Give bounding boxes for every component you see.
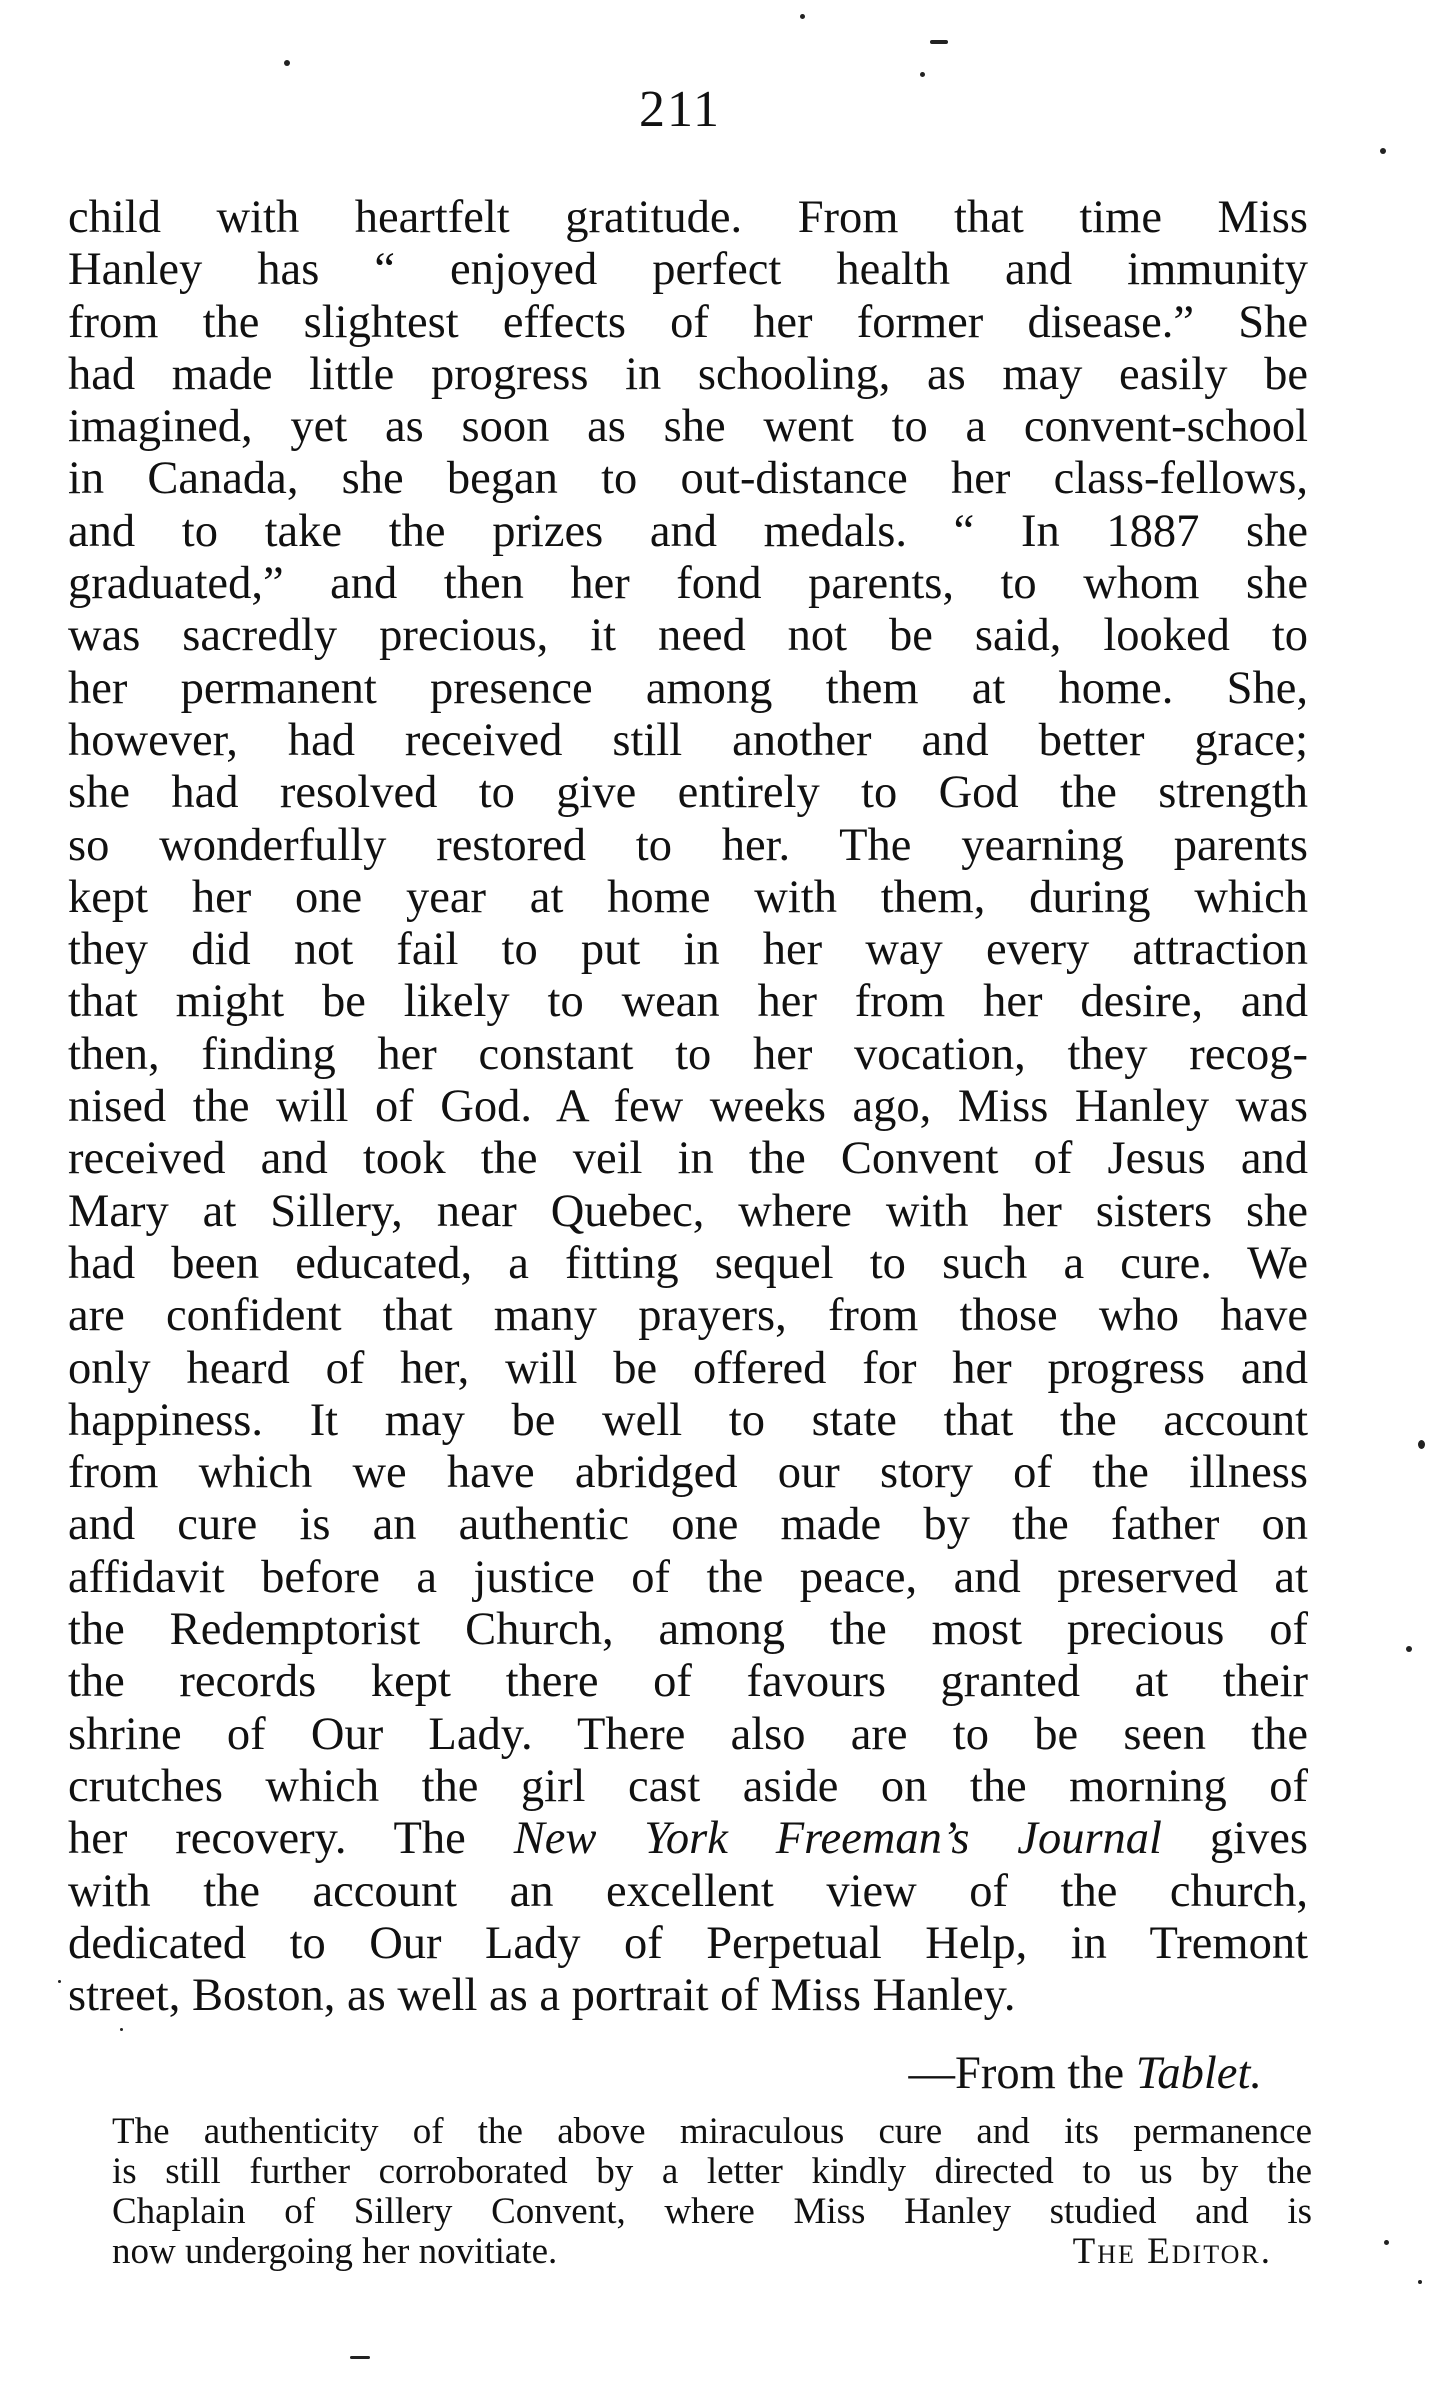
editor-note <box>112 2112 1312 2272</box>
text-line: however, had received still another and better grace; <box>68 714 1308 766</box>
text-line: are confident that many prayers, from those who have <box>68 1290 1308 1342</box>
text-line: only heard of her, will be offered for her progress and <box>68 1342 1308 1394</box>
text-line: had made little progress in schooling, as may easily be <box>68 348 1308 400</box>
text-line: child with heartfelt gratitude. From that time Miss <box>68 192 1308 243</box>
source-attribution <box>0 2048 1262 2100</box>
text-line: graduated,” and then her fond parents, to whom she <box>68 558 1308 610</box>
page-number: 211 <box>638 81 722 138</box>
scan-speck <box>1384 2240 1389 2245</box>
text-line: street, Boston, as well as a portrait of Miss Hanley. <box>68 1970 1016 2022</box>
text-line: received and took the veil in the Convent of Jesus and <box>68 1133 1308 1185</box>
text-line: and to take the prizes and medals. “ In 1887 she <box>68 505 1308 557</box>
text-line: Hanley has “ enjoyed perfect health and immunity <box>68 244 1308 296</box>
text-line: dedicated to Our Lady of Perpetual Help, in Tremont <box>68 1917 1308 1969</box>
text-line: Mary at Sillery, near Quebec, where with her sisters she <box>68 1185 1308 1237</box>
text-line: happiness. It may be well to state that the account <box>68 1394 1308 1446</box>
text-line: they did not fail to put in her way every attraction <box>68 924 1308 976</box>
note-line: The authenticity of the above miraculous cure and its permanence <box>112 2111 1312 2152</box>
scan-speck <box>930 40 948 44</box>
text-line: the records kept there of favours granted at their <box>68 1656 1308 1708</box>
text-line: so wonderfully restored to her. The yearning parents <box>68 819 1308 871</box>
text-line: from which we have abridged our story of the illness <box>68 1447 1308 1499</box>
text-line: kept her one year at home with them, during which <box>68 871 1308 923</box>
text-line: nised the will of God. A few weeks ago, Miss Hanley was <box>68 1081 1308 1133</box>
text-line: then, finding her constant to her vocation, they recog- <box>68 1028 1308 1080</box>
journal-line-before: her recovery. The <box>68 1813 514 1865</box>
text-line: from the slightest effects of her former disease.” She <box>68 296 1308 348</box>
scan-speck <box>1418 2280 1422 2284</box>
attribution-source: Tablet. <box>1135 2048 1262 2099</box>
text-line: her permanent presence among them at home. She, <box>68 662 1308 714</box>
text-line: imagined, yet as soon as she went to a convent-school <box>68 401 1308 453</box>
text-line: affidavit before a justice of the peace, and preserved at <box>68 1551 1308 1603</box>
text-line: shrine of Our Lady. There also are to be seen the <box>68 1708 1308 1760</box>
text-line: had been educated, a fitting sequel to such a cure. We <box>68 1237 1308 1289</box>
note-line: now undergoing her novitiate. <box>112 2231 558 2272</box>
scan-speck <box>1406 1646 1412 1652</box>
scan-speck <box>120 2028 123 2031</box>
editor-signature: The Editor. <box>1072 2231 1272 2272</box>
article-body <box>68 192 1308 2022</box>
text-line: in Canada, she began to out-distance her class-fellows, <box>68 453 1308 505</box>
text-line: and cure is an authentic one made by the father on <box>68 1499 1308 1551</box>
text-line: was sacredly precious, it need not be said, looked to <box>68 610 1308 662</box>
journal-line-after: gives <box>1161 1813 1309 1865</box>
note-line: Chaplain of Sillery Convent, where Miss Hanley studied and is <box>112 2191 1312 2232</box>
attribution-prefix: —From the <box>908 2048 1136 2099</box>
journal-title: New York Freeman’s Journal <box>513 1813 1162 1865</box>
scan-speck <box>284 60 290 66</box>
scan-speck <box>350 2356 370 2359</box>
scan-speck <box>920 72 925 77</box>
text-line: the Redemptorist Church, among the most precious of <box>68 1604 1308 1656</box>
text-line: she had resolved to give entirely to God the strength <box>68 767 1308 819</box>
scan-speck <box>1418 1440 1425 1449</box>
text-line: with the account an excellent view of the church, <box>68 1865 1308 1917</box>
text-line: crutches which the girl cast aside on the morning of <box>68 1760 1308 1812</box>
note-last-line <box>112 2232 1312 2272</box>
note-line: is still further corroborated by a letter kindly directed to us by the <box>112 2151 1312 2192</box>
scan-speck <box>800 14 805 19</box>
journal-line <box>68 1813 1308 1865</box>
text-line: that might be likely to wean her from her desire, and <box>68 976 1308 1028</box>
scan-speck <box>58 1980 61 1983</box>
scan-speck <box>1380 148 1386 154</box>
